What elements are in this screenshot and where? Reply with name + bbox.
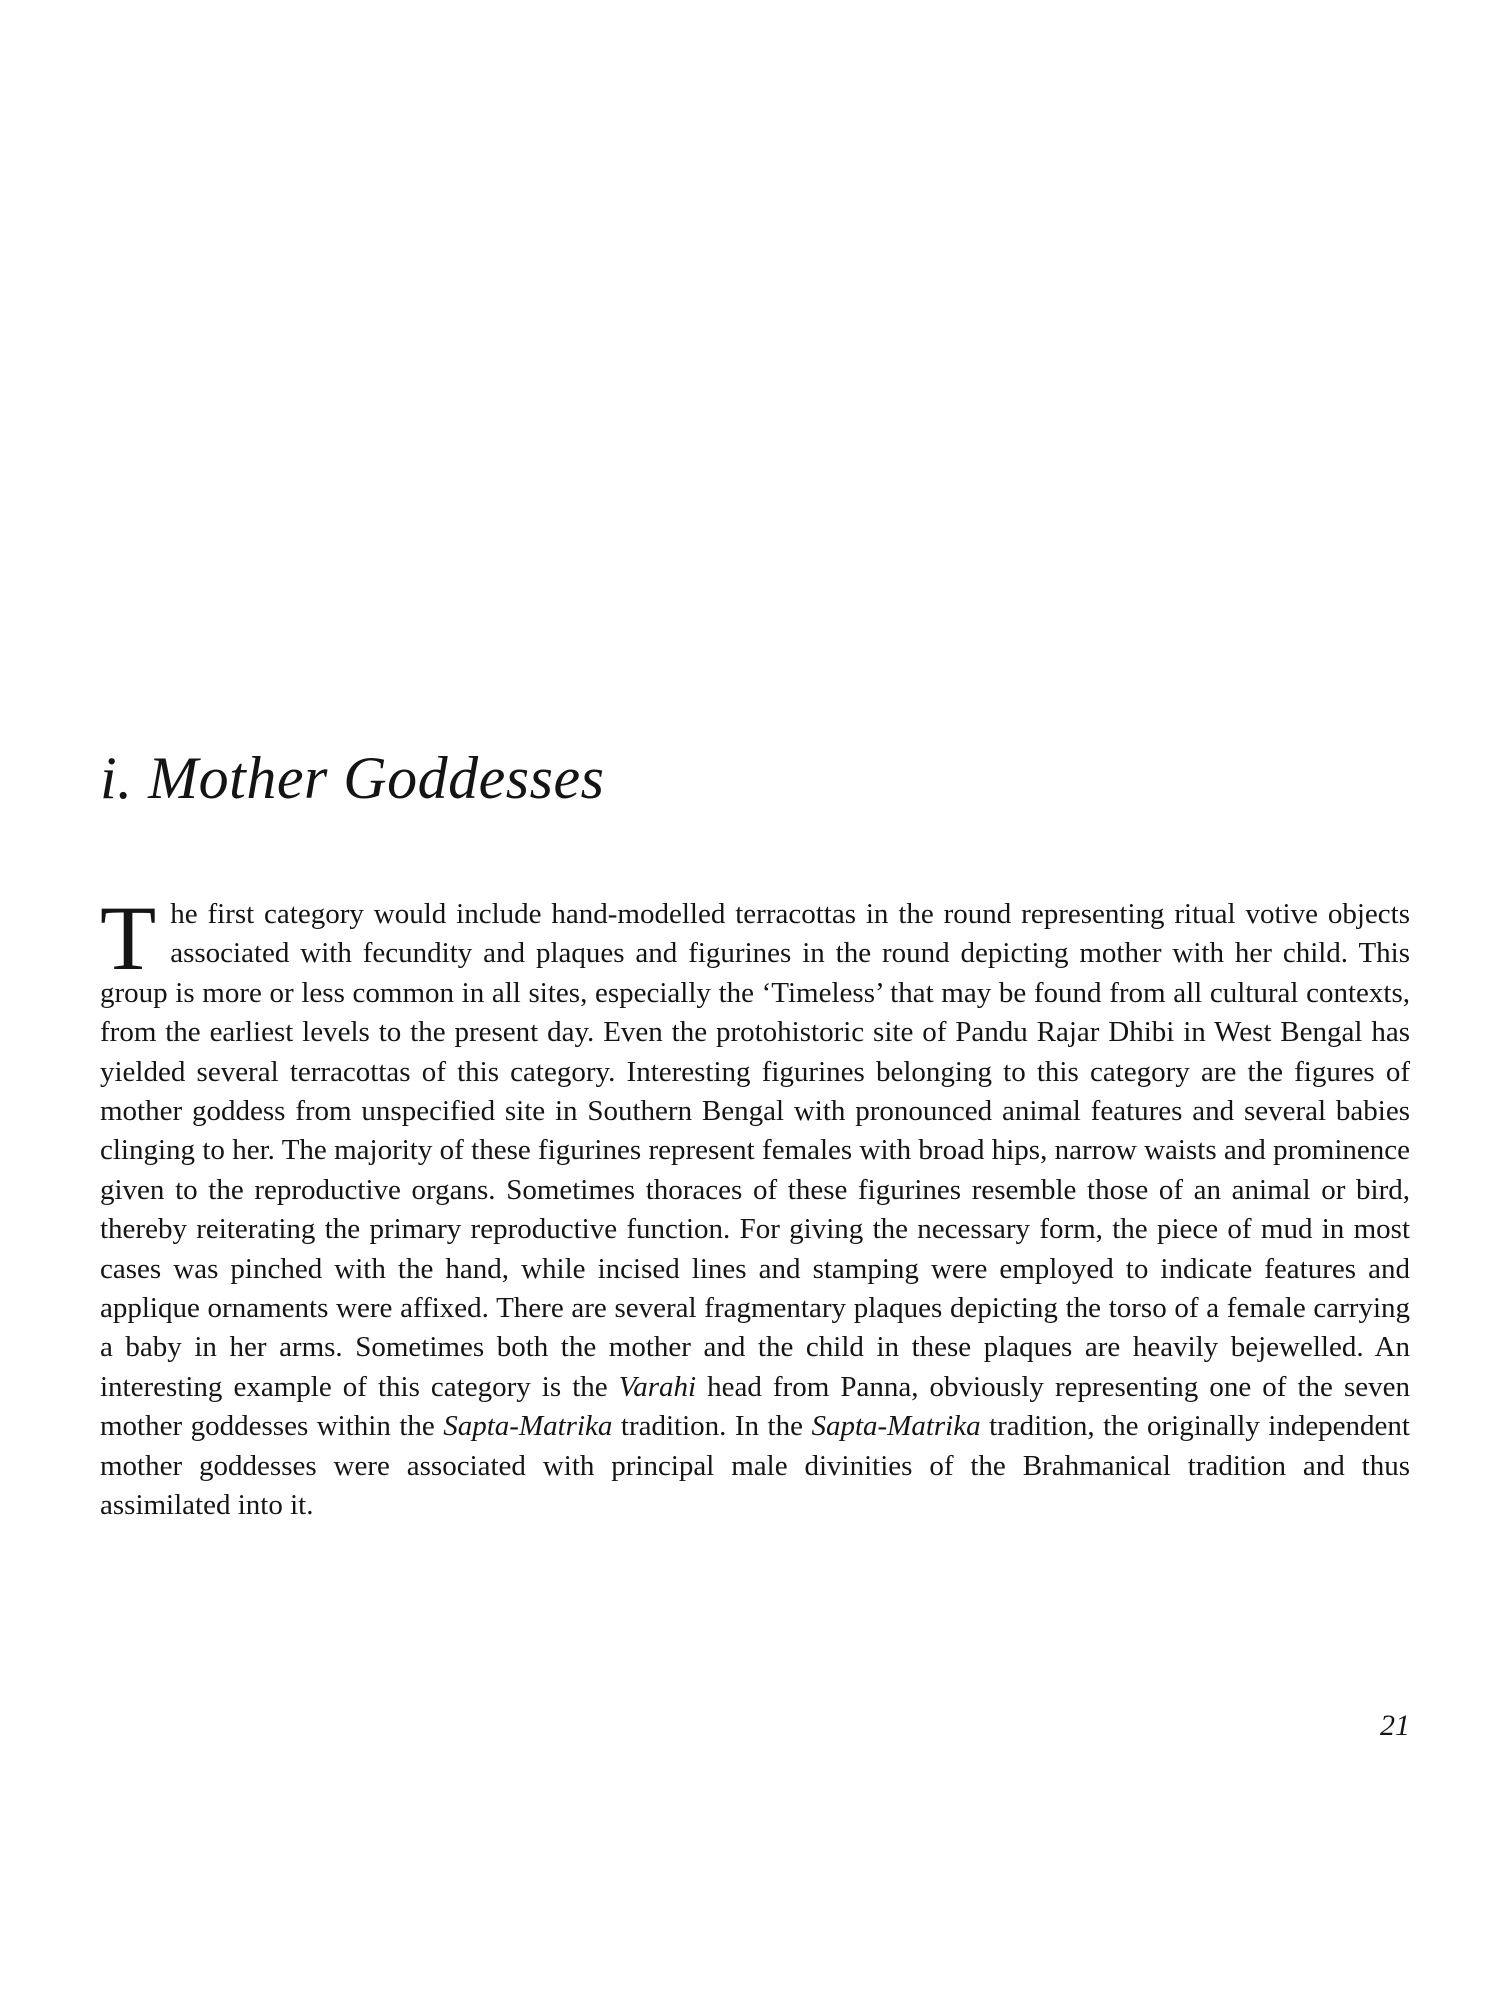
italic-term-varahi: Varahi bbox=[618, 1370, 697, 1403]
paragraph-text-part-2: head from Panna, obviously representing one of the seven mother goddesses within the bbox=[100, 1370, 1410, 1443]
paragraph-text-part-4: tradition, the originally independent mother goddesses were associated with principal male divinities of the Brahmanical tradition and thus assimilated into it. bbox=[100, 1410, 1410, 1522]
drop-cap: T bbox=[100, 887, 157, 989]
body-paragraph bbox=[100, 887, 1410, 1526]
italic-term-sapta-matrika: Sapta-Matrika bbox=[443, 1410, 613, 1443]
paragraph-text-part-1: he first category would include hand-modelled terracottas in the round representing ritual votive objects associated with fecundity and plaques and figurines in the round depicting mother with her child. This group is more or less common in all sites, especially the ‘Timeless’ that may be found from all cultural contexts, from the earliest levels to the present day. Even the protohistoric site of Pandu Rajar Dhibi in West Bengal has yielded several terracottas of this category. Interesting figurines belonging to this category are the figures of mother goddess from unspecified site in Southern Bengal with pronounced animal features and several babies clinging to her. The majority of these figurines represent females with broad hips, narrow waists and prominence given to the reproductive organs. Sometimes thoraces of these figurines resemble those of an animal or bird, thereby reiterating the primary reproductive function. For giving the necessary form, the piece of mud in most cases was pinched with the hand, while incised lines and stamping were employed to indicate features and applique ornaments were affixed. There are several fragmentary plaques depicting the torso of a female carrying a baby in her arms. Sometimes both the mother and the child in these plaques are heavily bejewelled. An interesting example of this category is the bbox=[100, 898, 1410, 1403]
section-heading: i. Mother Goddesses bbox=[100, 745, 605, 811]
page-number: 21 bbox=[1380, 1709, 1410, 1742]
italic-term-sapta-matrika-2: Sapta-Matrika bbox=[811, 1410, 981, 1443]
paragraph-text-part-3: tradition. In the bbox=[612, 1410, 812, 1443]
